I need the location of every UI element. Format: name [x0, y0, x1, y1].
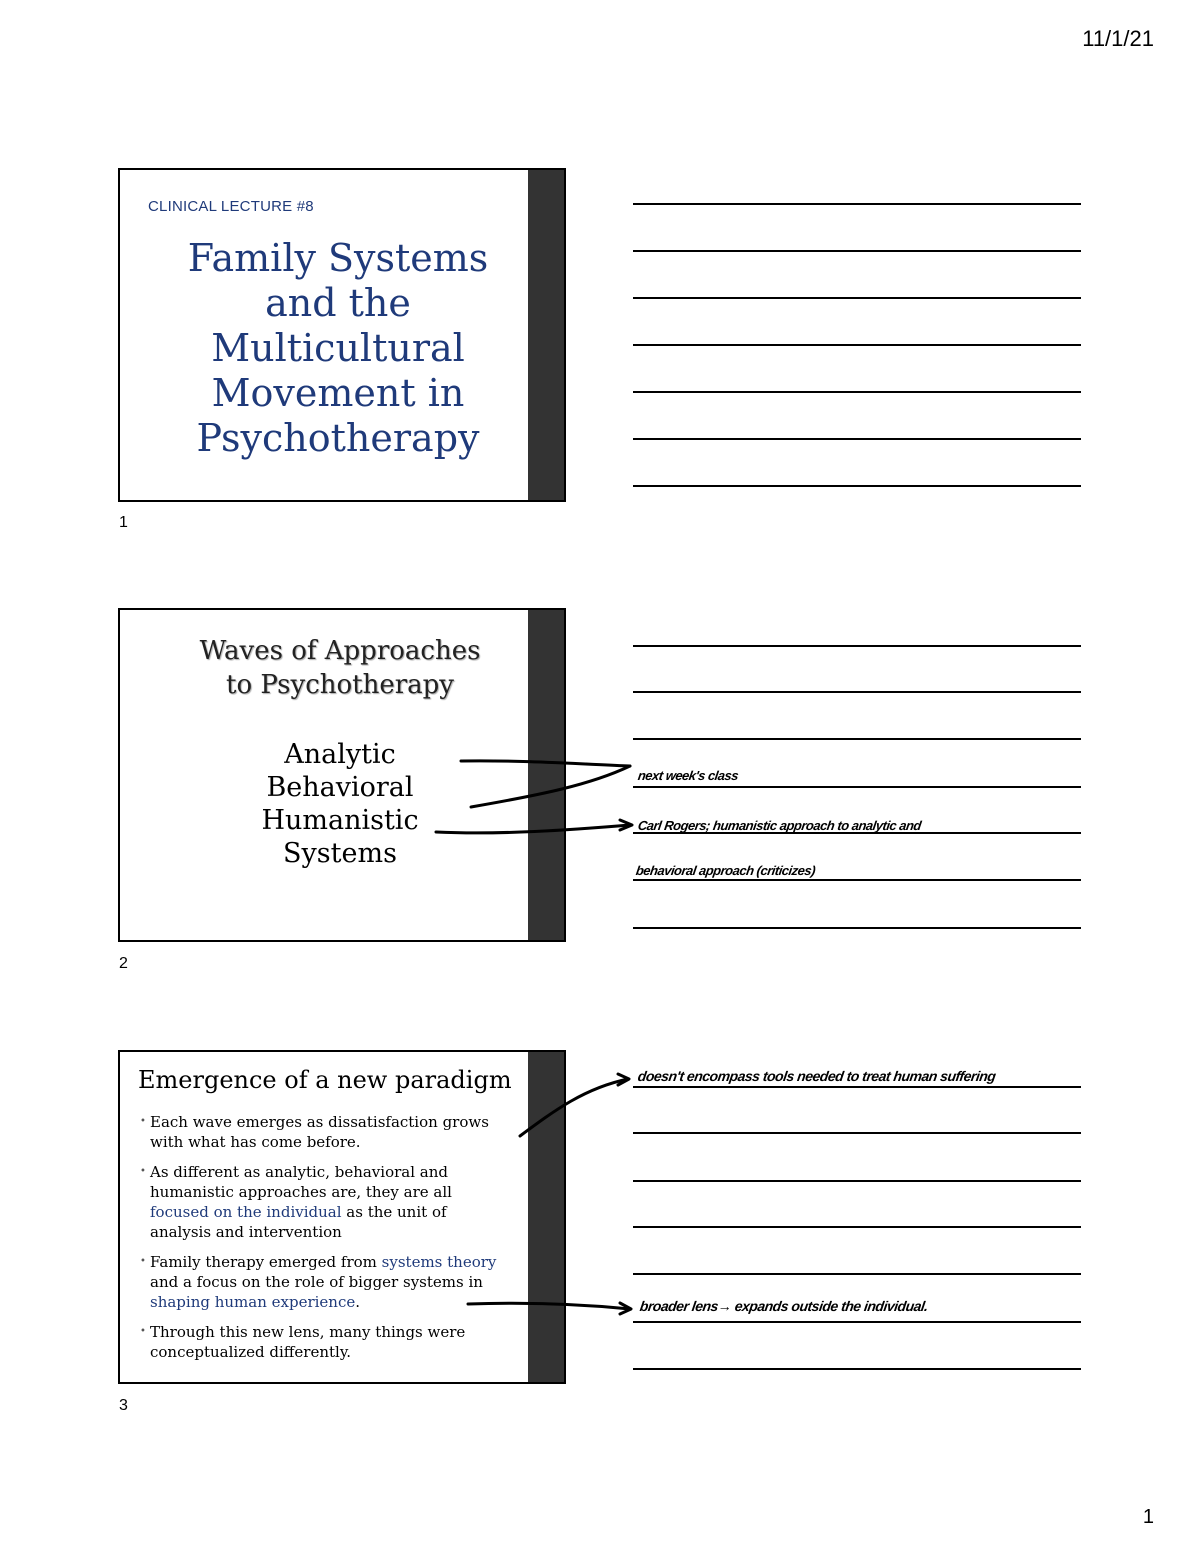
handwritten-note: behavioral approach (criticizes): [634, 863, 817, 878]
annotation-stroke: [468, 1303, 630, 1309]
slide-2-title-line: to Psychotherapy: [226, 670, 454, 700]
wave-item: Humanistic: [261, 805, 419, 836]
wave-item: Analytic: [284, 739, 396, 770]
annotation-stroke: [471, 766, 630, 807]
page-number: 1: [1142, 1506, 1154, 1528]
bullet-text: as the unit of analysis and intervention: [150, 1203, 447, 1241]
bullet-highlight: shaping human experience: [150, 1293, 356, 1311]
bullet-text: Each wave emerges as dissatisfaction grows with what has come before.: [150, 1113, 489, 1151]
wave-item: Systems: [283, 838, 397, 869]
handwritten-note: doesn't encompass tools needed to treat human suffering: [636, 1068, 997, 1084]
slide-1-title-line: Family Systems: [187, 236, 489, 280]
bullet-text: As different as analytic, behavioral and humanistic approaches are, they are all: [150, 1163, 452, 1201]
slide-1-kicker: CLINICAL LECTURE #8: [148, 198, 314, 215]
bullet-text: Family therapy emerged from: [150, 1253, 382, 1271]
bullet-highlight: focused on the individual: [150, 1203, 342, 1221]
handwritten-note: broader lens→ expands outside the individual.: [638, 1298, 930, 1314]
page-date: 11/1/21: [1082, 26, 1154, 51]
bullet-text: Through this new lens, many things were conceptualized differently.: [150, 1323, 466, 1361]
annotation-stroke: [436, 825, 630, 833]
handwritten-note: next week's class: [636, 768, 740, 783]
slide-1-number: 1: [119, 514, 128, 531]
annotation-stroke: [520, 1079, 628, 1136]
slide-1-title-line: Multicultural: [211, 326, 465, 370]
annotation-stroke: [461, 761, 630, 766]
slide-3-title: Emergence of a new paradigm: [138, 1066, 512, 1094]
bullet-text: and a focus on the role of bigger systems in: [150, 1273, 483, 1291]
slide-1-title-line: and the: [265, 281, 411, 325]
slide-2-number: 2: [119, 955, 128, 972]
bullet-text: .: [355, 1293, 361, 1311]
bullet-highlight: systems theory: [381, 1253, 497, 1271]
slide-1-title-line: Psychotherapy: [196, 416, 480, 460]
slide-3-number: 3: [119, 1397, 128, 1414]
handwritten-note: Carl Rogers; humanistic approach to analytic and: [636, 818, 923, 833]
wave-item: Behavioral: [266, 772, 414, 803]
slide-2-title-line: Waves of Approaches: [199, 636, 481, 666]
slide-1-title-line: Movement in: [211, 371, 465, 415]
